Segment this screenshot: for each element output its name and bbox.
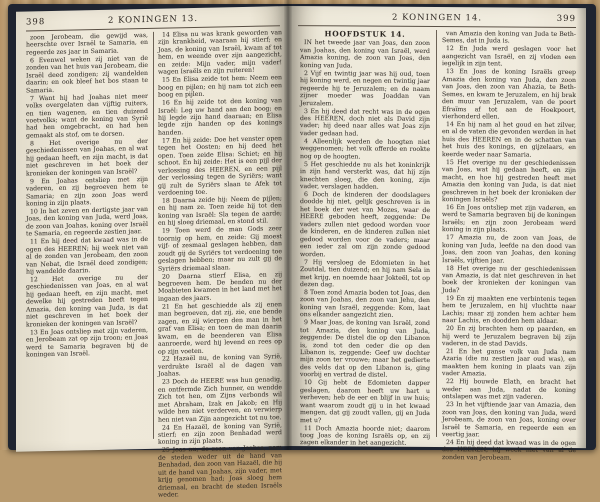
paragraph: 10 In het zeven en dertigste jaar van Joas, den koning van Juda, werd Joas, de zoon van Joahas, koning over Israël te Samaria, en regeerde zestien jaar. bbox=[26, 205, 148, 238]
paragraph: 19 En zij maakten ene verbintenis tegen hem te Jeruzalem, en hij vluchtte naar Lachis; maar zij zonden hem achter hem naar Lachis, en doodden hem aldaar. bbox=[442, 294, 576, 326]
paragraph: 23 Doch de HEERE was hun genadig, en ontfermde Zich hunner, en wendde Zich tot hen, om Zijns verbonds wil met Abraham, Izak en Jakob; en Hij wilde hen niet verderven, en verwierp hen niet van Zijn aangezicht tot nu toe. bbox=[158, 376, 282, 424]
paragraph: 24 En Hazaël, de koning van Syrië, stierf; en zijn zoon Benhadad werd koning in zijn plaats. bbox=[158, 421, 282, 447]
paragraph: 13 En Joas ontsliep met zijn vaderen, en Jerobeam zat op zijn troon; en Joas werd te Samaria begraven bij de koningen van Israël. bbox=[26, 326, 148, 359]
paragraph: zoon Jerobeam, die gewijd was, heerschte over Israël te Samaria, en regeerde zes jaar in Samaria. bbox=[26, 31, 148, 57]
paragraph: van Amazia den koning van Juda te Beth-Semes, dat in Juda is. bbox=[442, 30, 576, 46]
paragraph: 16 En Joas ontsliep met zijn vaderen, en werd te Samaria begraven bij de koningen Israëls; en zijn zoon Jerobeam werd koning in zijn plaats. bbox=[442, 204, 576, 234]
right-page-number: 399 bbox=[556, 13, 576, 25]
paragraph: 3 En hij deed dat recht was in de ogen des HEEREN, doch niet als David zijn vader; hij deed naar alles wat Joas zijn vader gedaan had. bbox=[300, 107, 430, 138]
paragraph: 4 Alleenlijk werden de hoogten niet weggenomen; het volk offerde en rookte nog op de hoogten. bbox=[300, 137, 430, 161]
paragraph: 25 Joas nu, de zoon van Joahas, nam de steden weder uit de hand van Benhadad, den zoon van Hazaël, die hij uit de hand van Joahas, zijn vader, met krijg genomen had; Joas sloeg hem driemaal, en bracht de steden Israëls weder. bbox=[158, 444, 282, 499]
paragraph: 9 En Joahas ontsliep met zijn vaderen, en zij begroeven hem te Samaria; en zijn zoon Joas werd koning in zijn plaats. bbox=[26, 175, 148, 208]
paragraph: 20 Daarna stierf Elisa, en zij begroeven hem. De benden nu der Moabieten kwamen in het land met het ingaan des jaars. bbox=[158, 270, 282, 303]
paragraph: 13 En Joas de koning Israëls greep Amazia den koning van Juda, den zoon van Joas, den zoon van Ahazia, te Beth-Semes, en kwam te Jeruzalem, en hij brak den muur van Jeruzalem, van de poort Efraïms af tot aan de Hoekpoort, vierhonderd ellen. bbox=[442, 68, 576, 121]
paragraph: 10 Gij hebt de Edomieten dapper geslagen, daarom heeft uw hart u verheven; heb de eer en blijf in uw huis; want waarom zoudt gij u in het kwaad mengen, dat gij zoudt vallen, gij en Juda met u? bbox=[300, 379, 430, 424]
paragraph: 7 Want hij had Joahas niet meer volks overgelaten dan vijftig ruiters, en tien wagenen, en tien duizend voetvolks; want de koning van Syrië had hen omgebracht, en had hen gemaakt als stof, om te dorsen. bbox=[26, 92, 148, 140]
paragraph: 21 En het ganse volk van Juda nam Azaria (die nu zestien jaar oud was), en maakten hem koning in plaats van zijn vader Amazia. bbox=[442, 348, 576, 378]
paragraph: IN het tweede jaar van Joas, den zoon van Joahas, den koning van Israël, werd Amazia koning, de zoon van Joas, den koning van Juda. bbox=[300, 39, 430, 70]
paragraph: 17 En hij zeide: Doe het venster open tegen het Oosten; en hij deed het open. Toen zeide Elisa: Schiet; en hij schoot. En hij zeide: Het is een pijl der verlossing des HEEREN, en een pijl der verlossing tegen de Syriërs; want gij zult de Syriërs slaan te Afek tot verdoening toe. bbox=[158, 135, 282, 197]
left-running-title: 2 KONINGEN 13. bbox=[107, 13, 199, 26]
chapter-heading: HOOFDSTUK 14. bbox=[324, 29, 406, 39]
paragraph: 11 Doch Amazia hoorde niet; daarom toog Joas de koning Israëls op, en zij zagen elkander in het aangezicht. bbox=[300, 424, 430, 448]
paragraph: 12 En Juda werd geslagen voor het aangezicht van Israël, en zij vloden een iegelijk in zijn tent. bbox=[442, 45, 576, 68]
book-gutter bbox=[284, 0, 292, 450]
paragraph: 14 En hij nam al het goud en het zilver, en al de vaten die gevonden werden in het huis des HEEREN en in de schatten van het huis des konings, en gijzelaars, en keerde weder naar Samaria. bbox=[442, 121, 576, 159]
paragraph: 8 Het overige nu der geschiedenissen van Joahas, en al wat hij gedaan heeft, en zijn macht, is dat niet geschreven in het boek der kronieken der koningen van Israël? bbox=[26, 137, 148, 178]
paragraph: 6 Doch de kinderen der doodslagers doodde hij niet, gelijk geschreven is in het boek der wet van Mozes, waar de HEERE geboden heeft, zeggende: De vaders zullen niet gedood worden voor de kinderen, en de kinderen zullen niet gedood worden voor de vaders; maar een ieder zal om zijn zonde gedood worden. bbox=[300, 191, 430, 258]
paragraph: 20 En zij brachten hem op paarden, en hij werd te Jeruzalem begraven bij zijn vaderen, in de stad Davids. bbox=[442, 325, 576, 348]
paragraph: 5 Het geschiedde nu als het koninkrijk in zijn hand versterkt was, dat hij zijn knechten sloeg, die den koning, zijn vader, verslagen hadden. bbox=[300, 160, 430, 191]
paragraph: 6 Evenwel weken zij niet van de zonden van het huis van Jerobeam, die Israël deed zondigen; zij wandelden daarin; en ook bleef het bos staan te Samaria. bbox=[26, 54, 148, 95]
paragraph: 7 Hij versloeg de Edomieten in het Zoutdal, tien duizend; en hij nam Sela in met krijg, en noemde haar Jokteël, tot op dezen dag. bbox=[300, 258, 430, 289]
paragraph: 14 Elisa nu was krank geworden van zijn krankheid, waaraan hij stierf; en Joas, de koning van Israël, kwam af tot hem, en weende over zijn aangezicht, en zeide: Mijn vader, mijn vader! wagen Israëls en zijn ruiteren! bbox=[158, 29, 282, 77]
paragraph: 23 In het vijftiende jaar van Amazia, den zoon van Joas, den koning van Juda, werd Jerobeam, de zoon van Joas, koning over Israël te Samaria, en regeerde een en veertig jaar. bbox=[442, 401, 576, 439]
right-running-head bbox=[298, 12, 576, 26]
paragraph: 21 En het geschiedde als zij enen man begroeven, dat zij, zie, ene bende zagen, en zij wierpen den man in het graf van Elisa; en toen de man daarin kwam, en de beenderen van Elisa aanroerde, werd hij levend en rees op op zijn voeten. bbox=[158, 300, 282, 356]
right-column-2 bbox=[442, 30, 576, 462]
paragraph: 22 Hazaël nu, de koning van Syrië, verdrukte Israël al de dagen van Joahas. bbox=[158, 353, 282, 379]
paragraph: 22 Hij bouwde Elath, en bracht het weder aan Juda, nadat de koning ontslapen was met zijn vaderen. bbox=[442, 378, 576, 402]
left-page bbox=[16, 6, 290, 499]
paragraph: 2 Vijf en twintig jaar was hij oud, toen hij koning werd, en negen en twintig jaar regeerde hij te Jeruzalem; en de naam zijner moeder was Joaddan van Jeruzalem. bbox=[300, 69, 430, 107]
left-page-number: 398 bbox=[26, 17, 46, 28]
right-page-edge-shadow bbox=[576, 8, 586, 448]
paragraph: 12 Het overige nu der geschiedenissen van Joas, en al wat hij gedaan heeft, en zijn macht, met dewelke hij gestreden heeft tegen Amazia, den koning van Juda, is dat niet geschreven in het boek der kronieken der koningen van Israël? bbox=[26, 273, 148, 329]
paragraph: 18 Het overige nu der geschiedenissen van Amazia, is dat niet geschreven in het boek der kronieken der koningen van Juda? bbox=[442, 264, 576, 295]
right-running-title: 2 KONINGEN 14. bbox=[391, 12, 483, 24]
right-page bbox=[288, 6, 586, 462]
paragraph: 19 Toen werd de man Gods zeer toornig op hem, en zeide: Gij moest vijf- of zesmaal geslagen hebben, dan zoudt gij de Syriërs tot verdoening toe geslagen hebben; maar nu zult gij de Syriërs driemaal slaan. bbox=[158, 225, 282, 273]
paragraph: 18 Daarna zeide hij: Neem de pijlen; en hij nam ze. Toen zeide hij tot den koning van Israël: Sla tegen de aarde; en hij sloeg driemaal, en stond stil. bbox=[158, 195, 282, 228]
paragraph: 15 Het overige nu der geschiedenissen van Joas, wat hij gedaan heeft, en zijn macht, en hoe hij gestreden heeft met Amazia den koning van Juda, is dat niet geschreven in het boek der kronieken der koningen Israëls? bbox=[442, 158, 576, 204]
left-column-2 bbox=[158, 29, 282, 499]
right-column-separator bbox=[436, 30, 437, 437]
paragraph: 11 En hij deed dat kwaad was in de ogen des HEEREN; hij week niet van al de zonden van Jerobeam, den zoon van Nebat, die Israël deed zondigen; hij wandelde daarin. bbox=[26, 236, 148, 276]
paragraph: 17 Amazia nu, de zoon van Joas, de koning van Juda, leefde na den dood van Joas, den zoon van Joahas, den koning Israëls, vijftien jaar. bbox=[442, 234, 576, 265]
paragraph: 8 Toen zond Amazia boden tot Joas, den zoon van Joahas, den zoon van Jehu, den koning van Israël, zeggende: Kom, laat ons elkander aangezicht zien. bbox=[300, 289, 430, 320]
left-column-1 bbox=[26, 32, 148, 444]
paragraph: 16 En hij zeide tot den koning van Israël: Leg uw hand aan den boog; en hij legde zijn hand daaraan; en Elisa legde zijn handen op des konings handen. bbox=[158, 97, 282, 137]
paragraph: 24 En hij deed dat kwaad was in de ogen des HEEREN; hij week niet van al de zonden van Jerobeam. bbox=[442, 439, 576, 462]
paragraph: 15 En Elisa zeide tot hem: Neem een boog en pijlen; en hij nam tot zich een boog en pijlen. bbox=[158, 74, 282, 99]
right-column-1 bbox=[300, 29, 430, 448]
left-column-separator bbox=[153, 32, 154, 439]
paragraph: 9 Maar Joas, de koning van Israël, zond tot Amazia, den koning van Juda, zeggende: De distel die op den Libanon is, zond tot den ceder die op den Libanon is, zeggende: Geef uw dochter mijn zoon ter vrouwe; maar het gedierte des velds dat op den Libanon is, ging voorbij en vertrad de distel. bbox=[300, 319, 430, 380]
